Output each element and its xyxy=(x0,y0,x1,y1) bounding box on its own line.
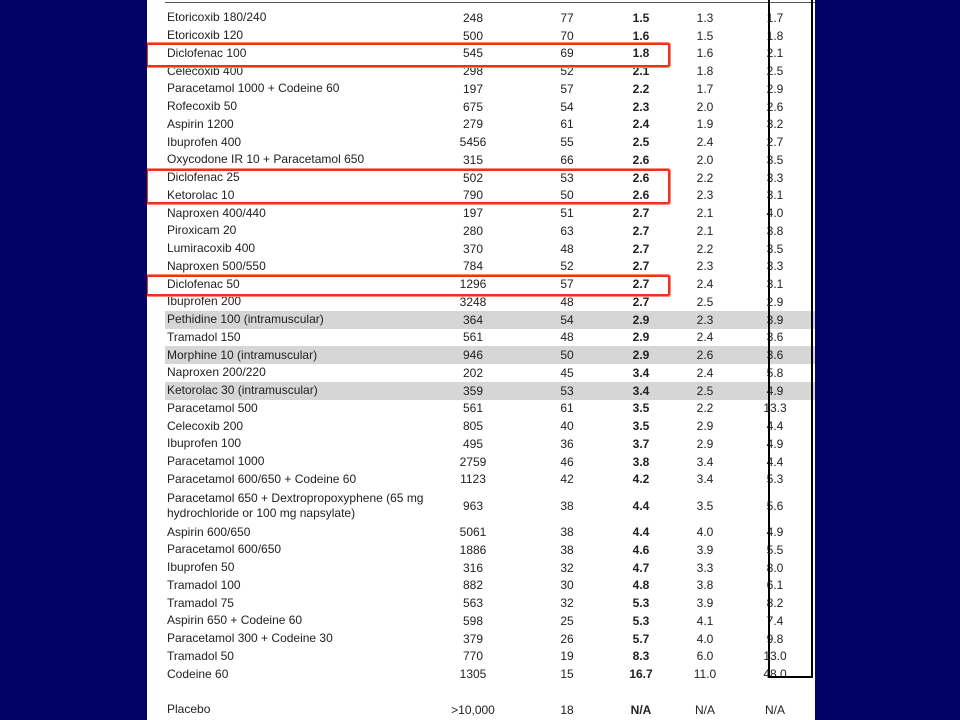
patients-cell: 946 xyxy=(462,348,484,363)
percent-relief-cell: 77 xyxy=(560,10,574,25)
nnt-cell: 2.7 xyxy=(632,206,650,221)
ci-upper-cell: 3.5 xyxy=(766,152,784,167)
ci-lower-cell: 2.4 xyxy=(696,330,714,345)
percent-relief-cell: 32 xyxy=(560,596,574,611)
table-row xyxy=(165,311,815,329)
ci-upper-cell: 5.3 xyxy=(766,472,784,487)
analgesic-league-table xyxy=(147,0,815,720)
patients-cell: 784 xyxy=(462,259,484,274)
patients-cell: >10,000 xyxy=(451,702,495,717)
drug-name-cell: Naproxen 200/220 xyxy=(167,365,266,380)
ci-upper-cell: 48.0 xyxy=(763,667,787,682)
table-row xyxy=(165,400,815,418)
drug-name-cell: Celecoxib 400 xyxy=(167,63,244,78)
drug-name-cell: Tramadol 150 xyxy=(167,329,241,344)
patients-cell: 545 xyxy=(462,46,484,61)
drug-name-cell: Lumiracoxib 400 xyxy=(167,241,256,256)
patients-cell: 502 xyxy=(462,170,484,185)
patients-cell: 370 xyxy=(462,241,484,256)
patients-cell: 805 xyxy=(462,419,484,434)
percent-relief-cell: 40 xyxy=(560,419,574,434)
percent-relief-cell: 30 xyxy=(560,578,574,593)
table-row xyxy=(165,364,815,382)
ci-lower-cell: 2.1 xyxy=(696,206,714,221)
nnt-cell: 2.9 xyxy=(632,348,650,363)
drug-name-cell: Tramadol 100 xyxy=(167,577,241,592)
drug-name-cell: Diclofenac 50 xyxy=(167,276,240,291)
ci-upper-cell: 2.5 xyxy=(766,64,784,79)
ci-upper-cell: 9.8 xyxy=(766,631,784,646)
drug-name-cell: Diclofenac 25 xyxy=(167,170,240,185)
ci-lower-cell: 11.0 xyxy=(693,667,717,682)
drug-name-cell: Paracetamol 1000 xyxy=(167,454,265,469)
percent-relief-cell: 36 xyxy=(560,436,574,451)
drug-name-cell: Codeine 60 xyxy=(167,666,229,681)
table-row xyxy=(165,293,815,311)
ci-upper-cell: 1.8 xyxy=(766,28,784,43)
nnt-cell: 3.5 xyxy=(632,401,650,416)
drug-name-cell: Placebo xyxy=(167,702,211,717)
nnt-cell: 3.7 xyxy=(632,436,650,451)
patients-cell: 1305 xyxy=(459,667,487,682)
ci-lower-cell: 2.3 xyxy=(696,188,714,203)
ci-upper-cell: 2.6 xyxy=(766,99,784,114)
nnt-cell: 3.5 xyxy=(632,419,650,434)
nnt-cell: 5.3 xyxy=(632,613,650,628)
table-row xyxy=(165,329,815,347)
nnt-cell: 2.6 xyxy=(632,170,650,185)
table-row xyxy=(165,630,815,648)
patients-cell: 379 xyxy=(462,631,484,646)
ci-lower-cell: 2.5 xyxy=(696,294,714,309)
percent-relief-cell: 66 xyxy=(560,152,574,167)
percent-relief-cell: 38 xyxy=(560,542,574,557)
nnt-cell: 2.7 xyxy=(632,223,650,238)
ci-lower-cell: 4.0 xyxy=(696,631,714,646)
percent-relief-cell: 69 xyxy=(560,46,574,61)
percent-relief-cell: 57 xyxy=(560,277,574,292)
table-row xyxy=(165,453,815,471)
table-row xyxy=(165,133,815,151)
drug-name-cell: Tramadol 50 xyxy=(167,648,234,663)
ci-lower-cell: 2.4 xyxy=(696,277,714,292)
percent-relief-cell: 48 xyxy=(560,241,574,256)
table-row xyxy=(165,27,815,45)
table-row xyxy=(165,665,815,683)
ci-upper-cell: 2.9 xyxy=(766,81,784,96)
drug-name-cell: Ibuprofen 100 xyxy=(167,436,242,451)
drug-name-cell: Paracetamol 600/650 + Codeine 60 xyxy=(167,471,357,486)
ci-upper-cell: 3.6 xyxy=(766,330,784,345)
drug-name-cell: Ibuprofen 400 xyxy=(167,134,242,149)
table-row xyxy=(165,62,815,80)
patients-cell: 790 xyxy=(462,188,484,203)
patients-cell: 500 xyxy=(462,28,484,43)
table-row xyxy=(165,523,815,541)
ci-upper-cell: 4.4 xyxy=(766,419,784,434)
ci-lower-cell: 2.0 xyxy=(696,99,714,114)
ci-lower-cell: 3.3 xyxy=(696,560,714,575)
patients-cell: 279 xyxy=(462,117,484,132)
ci-upper-cell: 3.1 xyxy=(766,277,784,292)
patients-cell: 5061 xyxy=(459,525,487,540)
percent-relief-cell: 42 xyxy=(560,472,574,487)
drug-name-cell: Naproxen 500/550 xyxy=(167,258,266,273)
ci-upper-cell: 3.2 xyxy=(766,117,784,132)
ci-upper-cell: 13.0 xyxy=(763,649,787,664)
ci-lower-cell: 2.9 xyxy=(696,419,714,434)
ci-upper-cell: 3.3 xyxy=(766,259,784,274)
percent-relief-cell: 46 xyxy=(560,454,574,469)
table-row xyxy=(165,648,815,666)
table-row xyxy=(165,9,815,27)
percent-relief-cell: 48 xyxy=(560,330,574,345)
patients-cell: 3248 xyxy=(459,294,487,309)
percent-relief-cell: 51 xyxy=(560,206,574,221)
patients-cell: 598 xyxy=(462,613,484,628)
percent-relief-cell: 61 xyxy=(560,117,574,132)
nnt-cell: 2.7 xyxy=(632,259,650,274)
nnt-cell: 1.5 xyxy=(632,10,650,25)
table-row xyxy=(165,382,815,400)
ci-upper-cell: 7.4 xyxy=(766,613,784,628)
ci-lower-cell: 2.5 xyxy=(696,383,714,398)
percent-relief-cell: 26 xyxy=(560,631,574,646)
nnt-cell: 1.6 xyxy=(632,28,650,43)
nnt-cell: 5.7 xyxy=(632,631,650,646)
table-row xyxy=(165,80,815,98)
ci-upper-cell: 6.1 xyxy=(766,578,784,593)
percent-relief-cell: 45 xyxy=(560,365,574,380)
percent-relief-cell: 61 xyxy=(560,401,574,416)
ci-lower-cell: 1.6 xyxy=(696,46,714,61)
patients-cell: 2759 xyxy=(459,454,487,469)
drug-name-cell: Paracetamol 500 xyxy=(167,400,258,415)
ci-lower-cell: 2.0 xyxy=(696,152,714,167)
drug-name-cell: Celecoxib 200 xyxy=(167,418,244,433)
nnt-cell: 16.7 xyxy=(629,667,653,682)
percent-relief-cell: 53 xyxy=(560,383,574,398)
nnt-cell: 2.9 xyxy=(632,312,650,327)
drug-name-cell: Tramadol 75 xyxy=(167,595,234,610)
drug-name-cell: Rofecoxib 50 xyxy=(167,99,238,114)
table-row xyxy=(165,151,815,169)
nnt-cell: 2.7 xyxy=(632,277,650,292)
patients-cell: 364 xyxy=(462,312,484,327)
nnt-cell: 4.8 xyxy=(632,578,650,593)
drug-name-cell: Morphine 10 (intramuscular) xyxy=(167,347,318,362)
percent-relief-cell: 53 xyxy=(560,170,574,185)
ci-upper-cell: 8.2 xyxy=(766,596,784,611)
ci-lower-cell: 1.8 xyxy=(696,64,714,79)
nnt-cell: 2.3 xyxy=(632,99,650,114)
nnt-cell: 4.4 xyxy=(632,525,650,540)
patients-cell: 770 xyxy=(462,649,484,664)
table-row xyxy=(165,471,815,489)
percent-relief-cell: 38 xyxy=(560,525,574,540)
nnt-cell: 1.8 xyxy=(632,46,650,61)
patients-cell: 316 xyxy=(462,560,484,575)
patients-cell: 359 xyxy=(462,383,484,398)
drug-name-cell: Oxycodone IR 10 + Paracetamol 650 xyxy=(167,152,365,167)
patients-cell: 315 xyxy=(462,152,484,167)
ci-lower-cell: 6.0 xyxy=(696,649,714,664)
nnt-cell: 2.5 xyxy=(632,135,650,150)
nnt-cell: 2.2 xyxy=(632,81,650,96)
table-row xyxy=(165,204,815,222)
ci-upper-cell: 13.3 xyxy=(763,401,787,416)
ci-upper-cell: 3.9 xyxy=(766,312,784,327)
drug-name-cell: Ibuprofen 200 xyxy=(167,294,242,309)
drug-name-cell: Aspirin 1200 xyxy=(167,116,234,131)
drug-name-cell: Piroxicam 20 xyxy=(167,223,237,238)
ci-lower-cell: 2.3 xyxy=(696,312,714,327)
ci-upper-cell: 3.8 xyxy=(766,223,784,238)
table-row xyxy=(165,45,815,63)
drug-name-cell: Aspirin 650 + Codeine 60 xyxy=(167,613,303,628)
ci-lower-cell: 2.6 xyxy=(696,348,714,363)
table-row xyxy=(165,240,815,258)
table-row xyxy=(165,577,815,595)
patients-cell: 248 xyxy=(462,10,484,25)
patients-cell: 563 xyxy=(462,596,484,611)
table-row xyxy=(165,701,815,719)
nnt-cell: 2.9 xyxy=(632,330,650,345)
ci-upper-cell: 8.0 xyxy=(766,560,784,575)
ci-upper-cell: 2.9 xyxy=(766,294,784,309)
ci-upper-cell: 5.6 xyxy=(766,498,784,513)
patients-cell: 963 xyxy=(462,498,484,513)
nnt-cell: 3.4 xyxy=(632,383,650,398)
patients-cell: 675 xyxy=(462,99,484,114)
patients-cell: 1123 xyxy=(460,472,486,487)
drug-name-cell: Paracetamol 650 + Dextropropoxyphene (65 mg hydrochloride or 100 mg napsylate) xyxy=(167,490,424,520)
ci-upper-cell: 4.4 xyxy=(766,454,784,469)
ci-upper-cell: 3.5 xyxy=(766,241,784,256)
patients-cell: 202 xyxy=(462,365,484,380)
percent-relief-cell: 50 xyxy=(560,348,574,363)
ci-upper-cell: 3.1 xyxy=(766,188,784,203)
drug-name-cell: Paracetamol 600/650 xyxy=(167,542,282,557)
patients-cell: 197 xyxy=(462,206,484,221)
ci-lower-cell: 4.1 xyxy=(696,613,714,628)
ci-lower-cell: 3.4 xyxy=(696,454,714,469)
table-row xyxy=(165,258,815,276)
patients-cell: 298 xyxy=(462,64,484,79)
nnt-cell: 4.2 xyxy=(632,472,650,487)
table-row xyxy=(165,435,815,453)
table-row xyxy=(165,275,815,293)
ci-upper-cell: 3.3 xyxy=(766,170,784,185)
nnt-cell: 4.7 xyxy=(632,560,650,575)
drug-name-cell: Paracetamol 1000 + Codeine 60 xyxy=(167,81,340,96)
table-row xyxy=(165,541,815,559)
ci-lower-cell: 2.9 xyxy=(696,436,714,451)
percent-relief-cell: 54 xyxy=(560,99,574,114)
patients-cell: 495 xyxy=(462,436,484,451)
ci-upper-cell: 3.6 xyxy=(766,348,784,363)
nnt-cell: 2.7 xyxy=(632,294,650,309)
ci-lower-cell: 1.5 xyxy=(696,28,714,43)
table-row xyxy=(165,417,815,435)
percent-relief-cell: 63 xyxy=(560,223,574,238)
ci-lower-cell: 1.3 xyxy=(696,10,714,25)
ci-upper-cell: N/A xyxy=(764,702,785,717)
drug-name-cell: Ketorolac 30 (intramuscular) xyxy=(167,383,318,398)
ci-lower-cell: 1.9 xyxy=(696,117,714,132)
nnt-cell: 2.6 xyxy=(632,152,650,167)
table-row xyxy=(165,222,815,240)
patients-cell: 1296 xyxy=(459,277,487,292)
ci-upper-cell: 4.0 xyxy=(766,206,784,221)
nnt-cell: 3.4 xyxy=(632,365,650,380)
percent-relief-cell: 55 xyxy=(560,135,574,150)
patients-cell: 561 xyxy=(462,330,484,345)
ci-upper-cell: 4.9 xyxy=(766,436,784,451)
nnt-cell: 2.6 xyxy=(632,188,650,203)
table-top-rule xyxy=(165,2,815,3)
percent-relief-cell: 19 xyxy=(560,649,574,664)
table-row xyxy=(165,559,815,577)
percent-relief-cell: 54 xyxy=(560,312,574,327)
nnt-cell: 3.8 xyxy=(632,454,650,469)
ci-lower-cell: 3.5 xyxy=(696,498,714,513)
percent-relief-cell: 48 xyxy=(560,294,574,309)
ci-upper-cell: 5.8 xyxy=(766,365,784,380)
percent-relief-cell: 25 xyxy=(560,613,574,628)
nnt-cell: 2.7 xyxy=(632,241,650,256)
percent-relief-cell: 38 xyxy=(560,498,574,513)
patients-cell: 280 xyxy=(462,223,484,238)
table-row xyxy=(165,488,815,523)
drug-name-cell: Paracetamol 300 + Codeine 30 xyxy=(167,631,333,646)
percent-relief-cell: 52 xyxy=(560,259,574,274)
percent-relief-cell: 57 xyxy=(560,81,574,96)
nnt-cell: 8.3 xyxy=(632,649,650,664)
patients-cell: 5456 xyxy=(459,135,487,150)
ci-lower-cell: 2.4 xyxy=(696,365,714,380)
patients-cell: 561 xyxy=(462,401,484,416)
ci-lower-cell: 1.7 xyxy=(696,81,714,96)
table-row xyxy=(165,346,815,364)
drug-name-cell: Ketorolac 10 xyxy=(167,187,235,202)
drug-name-cell: Aspirin 600/650 xyxy=(167,524,251,539)
percent-relief-cell: 50 xyxy=(560,188,574,203)
table-row xyxy=(165,612,815,630)
patients-cell: 197 xyxy=(462,81,484,96)
percent-relief-cell: 52 xyxy=(560,64,574,79)
nnt-cell: 5.3 xyxy=(632,596,650,611)
ci-lower-cell: 2.2 xyxy=(696,170,714,185)
drug-name-cell: Etoricoxib 180/240 xyxy=(167,10,267,25)
drug-name-cell: Ibuprofen 50 xyxy=(167,560,235,575)
drug-name-cell: Pethidine 100 (intramuscular) xyxy=(167,312,324,327)
drug-name-cell: Etoricoxib 120 xyxy=(167,28,244,43)
ci-upper-cell: 4.9 xyxy=(766,525,784,540)
nnt-cell: 2.4 xyxy=(632,117,650,132)
ci-upper-cell: 4.9 xyxy=(766,383,784,398)
percent-relief-cell: 32 xyxy=(560,560,574,575)
ci-upper-cell: 1.7 xyxy=(766,10,784,25)
ci-lower-cell: 3.4 xyxy=(696,472,714,487)
ci-lower-cell: 2.1 xyxy=(696,223,714,238)
ci-lower-cell: N/A xyxy=(694,702,715,717)
ci-lower-cell: 2.2 xyxy=(696,241,714,256)
ci-lower-cell: 2.3 xyxy=(696,259,714,274)
nnt-cell: 4.4 xyxy=(632,498,650,513)
patients-cell: 882 xyxy=(462,578,484,593)
nnt-cell: N/A xyxy=(630,702,652,717)
ci-lower-cell: 3.8 xyxy=(696,578,714,593)
table-row xyxy=(165,98,815,116)
ci-lower-cell: 2.2 xyxy=(696,401,714,416)
nnt-cell: 2.1 xyxy=(632,64,650,79)
percent-relief-cell: 70 xyxy=(560,28,574,43)
percent-relief-cell: 18 xyxy=(560,702,574,717)
ci-lower-cell: 4.0 xyxy=(696,525,714,540)
ci-upper-cell: 2.7 xyxy=(766,135,784,150)
drug-name-cell: Naproxen 400/440 xyxy=(167,205,266,220)
table-row xyxy=(165,116,815,134)
patients-cell: 1886 xyxy=(459,542,487,557)
table-row xyxy=(165,594,815,612)
drug-name-cell: Diclofenac 100 xyxy=(167,45,247,60)
ci-lower-cell: 3.9 xyxy=(696,542,714,557)
ci-lower-cell: 3.9 xyxy=(696,596,714,611)
percent-relief-cell: 15 xyxy=(560,667,574,682)
ci-upper-cell: 5.5 xyxy=(766,542,784,557)
nnt-cell: 4.6 xyxy=(632,542,650,557)
ci-upper-cell: 2.1 xyxy=(766,46,784,61)
ci-lower-cell: 2.4 xyxy=(696,135,714,150)
table-row xyxy=(165,187,815,205)
table-row xyxy=(165,169,815,187)
